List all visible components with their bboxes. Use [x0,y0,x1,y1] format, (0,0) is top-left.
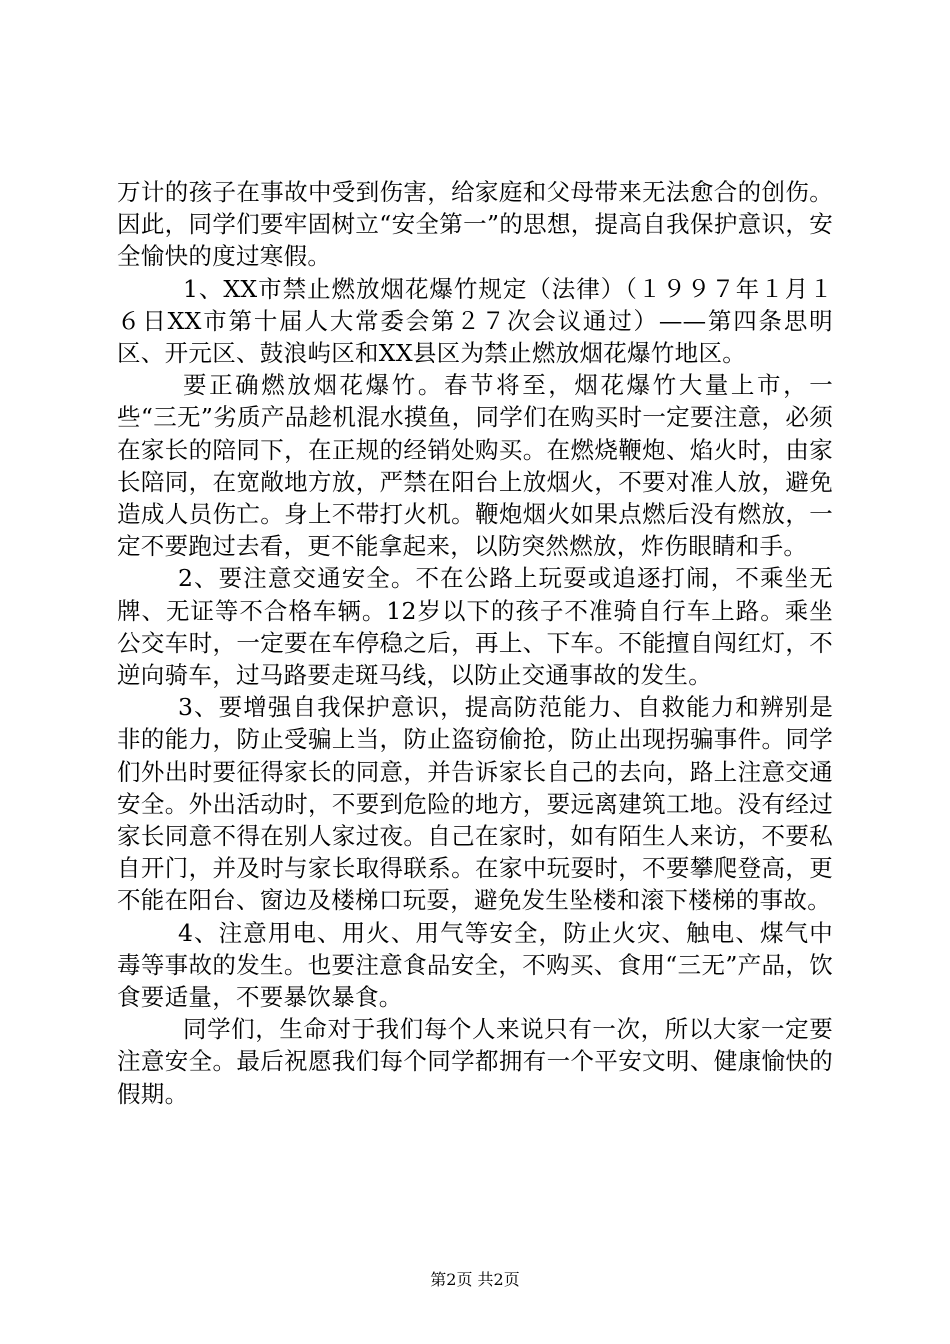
paragraph-item-2-traffic: 2、要注意交通安全。不在公路上玩耍或追逐打闹，不乘坐无牌、无证等不合格车辆。12岁以下的孩子不准骑自行车上路。乘坐公交车时，一定要在车停稳之后，再上、下车。不能擅自闯红灯，不逆向骑车，过马路要走斑马线，以防止交通事故的发生。 [117,564,833,690]
page-number-label: 第2页 共2页 [430,1270,520,1289]
document-body [117,176,833,1110]
paragraph-intro-continued: 万计的孩子在事故中受到伤害，给家庭和父母带来无法愈合的创伤。因此，同学们要牢固树立“安全第一”的思想，提高自我保护意识，安全愉快的度过寒假。 [117,178,833,271]
paragraph-closing: 同学们，生命对于我们每个人来说只有一次，所以大家一定要注意安全。最后祝愿我们每个同学都拥有一个平安文明、健康愉快的假期。 [117,1015,833,1108]
paragraph-item-3-self-protection: 3、要增强自我保护意识，提高防范能力、自救能力和辨别是非的能力，防止受骗上当，防止盗窃偷抢，防止出现拐骗事件。同学们外出时要征得家长的同意，并告诉家长自己的去向，路上注意交通安全。外出活动时，不要到危险的地方，要远离建筑工地。没有经过家长同意不得在别人家过夜。自己在家时，如有陌生人来访，不要私自开门，并及时与家长取得联系。在家中玩耍时，不要攀爬登高，更不能在阳台、窗边及楼梯口玩耍，避免发生坠楼和滚下楼梯的事故。 [117,693,833,915]
paragraph-fireworks-safety: 要正确燃放烟花爆竹。春节将至，烟花爆竹大量上市，一些“三无”劣质产品趁机混水摸鱼，同学们在购买时一定要注意，必须在家长的陪同下，在正规的经销处购买。在燃烧鞭炮、焰火时，由家长陪同，在宽敞地方放，严禁在阳台上放烟火，不要对准人放，避免造成人员伤亡。身上不带打火机。鞭炮烟火如果点燃后没有燃放，一定不要跑过去看，更不能拿起来，以防突然燃放，炸伤眼睛和手。 [117,371,833,561]
paragraph-item-1-regulation: 1、XX市禁止燃放烟花爆竹规定（法律）（１９９７年１月１６日XX市第十届人大常委会第２７次会议通过）——第四条思明区、开元区、鼓浪屿区和XX县区为禁止燃放烟花爆竹地区。 [117,274,833,368]
paragraph-item-4-utilities-food: 4、注意用电、用火、用气等安全，防止火灾、触电、煤气中毒等事故的发生。也要注意食品安全，不购买、食用“三无”产品，饮食要适量，不要暴饮暴食。 [117,918,833,1012]
page-footer [0,1270,950,1290]
